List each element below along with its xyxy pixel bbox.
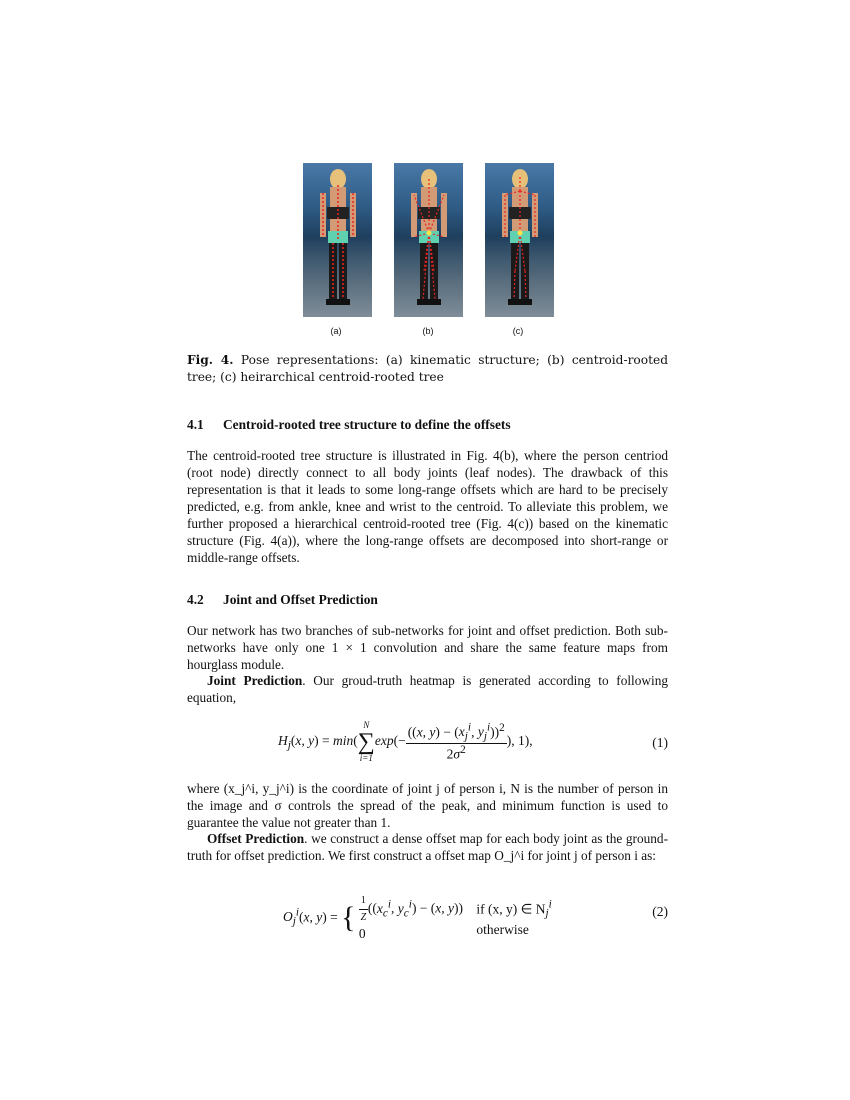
equation-2: $O_j^i(x$, y) = { $\frac{1}{Z}$ (($x_c^i$, $y_c^i) - (x$, y)) 0 if (x, y) ∈ $N_j^i$ otherwise	[283, 895, 552, 941]
after-equation-1: where (x_j^i, y_j^i) is the coordinate of joint j of person i, N is the number of person in the image and σ controls the spread of the peak, and minimum function is used to guarantee the value not greater than 1.	[187, 781, 668, 830]
eq2-case2-value: 0	[358, 926, 366, 941]
eq2-case2-cond: otherwise	[476, 922, 529, 938]
person-photo-c	[485, 163, 554, 317]
panel-label-a: (a)	[330, 326, 342, 336]
joint-prediction-text: . Our groud-truth heatmap is generated according to following equation,	[187, 673, 668, 705]
caption-lead: Fig. 4.	[187, 353, 234, 367]
section-number: 4.2	[187, 592, 204, 607]
offset-prediction-lead: Offset Prediction	[207, 831, 305, 846]
equation-2-number: (2)	[652, 904, 668, 919]
section-4-2-intro: Our network has two branches of sub-networks for joint and offset prediction. Both sub-networks have only one 1 × 1 convolution and share the same feature maps from hourglass module.	[187, 623, 668, 672]
person-photo-b	[394, 163, 463, 317]
offset-prediction-text: . we construct a dense offset map for each body joint as the ground-truth for offset prediction. We first construct a offset map O_j^i for joint j of person i as:	[187, 831, 668, 863]
section-4-1-body: The centroid-rooted tree structure is illustrated in Fig. 4(b), where the person centriod (root node) directly connect to all body joints (leaf nodes). The drawback of this representation is that it leads to some long-range offsets which are hard to be precisely predicted, e.g. from ankle, knee and wrist to the centroid. To alleviate this problem, we further proposed a hierarchical centroid-rooted tree (Fig. 4(c)) based on the kinematic structure (Fig. 4(a)), where the long-range offsets are decomposed into short-range or middle-range offsets.	[187, 448, 668, 565]
figure-panel-a	[303, 163, 372, 317]
figure-panel-c	[485, 163, 554, 317]
equation-1-number: (1)	[652, 735, 668, 750]
figure-caption	[187, 352, 668, 386]
section-number: 4.1	[187, 417, 204, 432]
joint-prediction-paragraph	[187, 672, 668, 706]
offset-prediction-paragraph	[187, 830, 668, 864]
section-heading-4-2	[187, 592, 378, 608]
panel-label-c: (c)	[512, 326, 524, 336]
eq2-case1-cond: if (x, y) ∈ N	[476, 901, 546, 917]
section-heading-4-1	[187, 417, 511, 433]
figure-panel-b	[394, 163, 463, 317]
panel-label-b: (b)	[422, 326, 434, 336]
joint-prediction-lead: Joint Prediction	[207, 673, 303, 688]
person-photo-a	[303, 163, 372, 317]
section-title: Joint and Offset Prediction	[223, 592, 378, 607]
equation-1: $H_j(x$, y) = min( N ∑ i=1 exp(− $\frac{((x, y) - (x_j^i, y_j^i))^2}{2\sigma^2}$ ), 1),	[278, 720, 533, 763]
caption-text: Pose representations: (a) kinematic structure; (b) centroid-rooted tree; (c) heirarchical centroid-rooted tree	[187, 353, 669, 384]
section-title: Centroid-rooted tree structure to define the offsets	[223, 417, 511, 432]
